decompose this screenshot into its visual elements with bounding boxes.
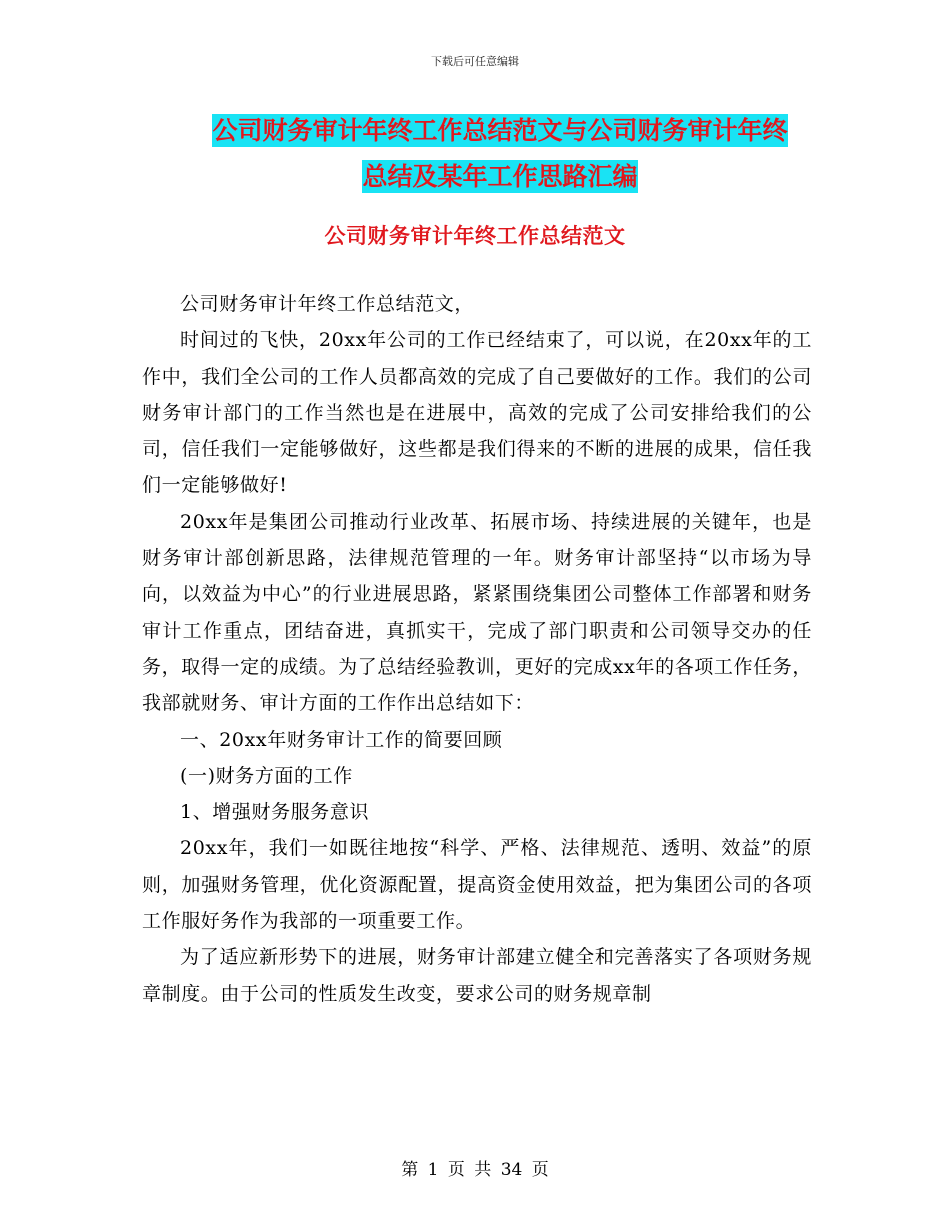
paragraph: 时间过的飞快，20xx年公司的工作已经结束了，可以说，在20xx年的工作中，我们全公司的工作人员都高效的完成了自己要做好的工作。我们的公司财务审计部门的工作当然也是在进展中，高效的完成了公司安排给我们的公司，信任我们一定能够做好，这些都是我们得来的不断的进展的成果，信任我们一定能够做好! bbox=[142, 329, 812, 497]
paragraph: 一、20xx年财务审计工作的简要回顾 bbox=[180, 728, 503, 751]
section-title: 公司财务审计年终工作总结范文 bbox=[324, 224, 626, 248]
page-footer: 第 1 页 共 34 页 bbox=[401, 1160, 549, 1180]
document-title-line-2: 总结及某年工作思路汇编 bbox=[362, 162, 638, 191]
body-text bbox=[142, 286, 812, 1012]
paragraph: (一)财务方面的工作 bbox=[180, 764, 353, 787]
document-title bbox=[150, 108, 850, 200]
paragraph: 1、增强财务服务意识 bbox=[180, 801, 370, 824]
paragraph: 20xx年，我们一如既往地按“科学、严格、法律规范、透明、效益”的原则，加强财务管理，优化资源配置，提高资金使用效益，把为集团公司的各项工作服好务作为我部的一项重要工作。 bbox=[142, 837, 812, 933]
paragraph: 20xx年是集团公司推动行业改革、拓展市场、持续进展的关键年，也是财务审计部创新思路，法律规范管理的一年。财务审计部坚持“以市场为导向，以效益为中心”的行业进展思路，紧紧围绕集团公司整体工作部署和财务审计工作重点，团结奋进，真抓实干，完成了部门职责和公司领导交办的任务，取得一定的成绩。为了总结经验教训，更好的完成xx年的各项工作任务，我部就财务、审计方面的工作作出总结如下： bbox=[142, 510, 812, 715]
paragraph: 为了适应新形势下的进展，财务审计部建立健全和完善落实了各项财务规章制度。由于公司的性质发生改变，要求公司的财务规章制 bbox=[142, 946, 812, 1005]
document-title-line-1: 公司财务审计年终工作总结范文与公司财务审计年终 bbox=[212, 116, 788, 145]
paragraph: 公司财务审计年终工作总结范文， bbox=[180, 293, 475, 315]
header-note: 下载后可任意编辑 bbox=[431, 55, 519, 68]
